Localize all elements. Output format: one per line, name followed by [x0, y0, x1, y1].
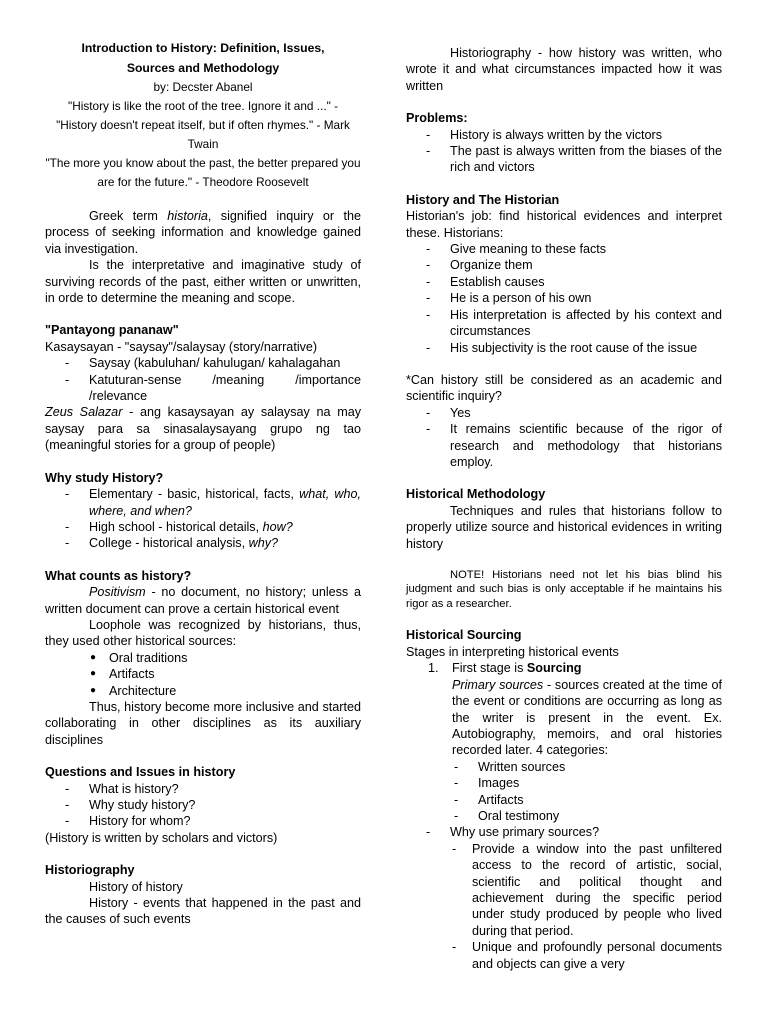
list-item: - Elementary - basic, historical, facts, what, who, where, and when? [45, 486, 361, 519]
pantayong-heading: "Pantayong pananaw" [45, 323, 179, 338]
historiography-heading: Historiography [45, 863, 135, 878]
list-item: - History for whom? [45, 813, 361, 829]
list-item: - Establish causes [406, 274, 722, 290]
list-item: - Why use primary sources? [406, 824, 722, 840]
list-item: - His subjectivity is the root cause of the issue [406, 340, 722, 356]
stages-list [406, 660, 722, 676]
list-item: ● Artifacts [45, 666, 361, 682]
historian-heading: History and The Historian [406, 192, 560, 207]
left-column [45, 38, 361, 928]
historian-list [406, 241, 722, 356]
stages-line: Stages in interpreting historical events [406, 644, 619, 659]
list-item: - Give meaning to these facts [406, 241, 722, 257]
intro-paragraph-1: Greek term historia, signified inquiry or the process of seeking information and knowledge gained via investigation. [45, 209, 361, 256]
list-item: - Provide a window into the past unfiltered access to the record of artistic, social, scientific and political thought and achievement during the specific period under study produced by people who lived during that period. [406, 841, 722, 939]
thus-paragraph: Thus, history become more inclusive and started collaborating in other disciplines as its auxiliary disciplines [45, 699, 361, 747]
list-item: 1. First stage is Sourcing [428, 661, 582, 676]
positivism-paragraph: Positivism - no document, no history; unless a written document can prove a certain historical event [45, 585, 361, 616]
questions-heading: Questions and Issues in history [45, 765, 236, 780]
list-item: - It remains scientific because of the rigor of research and methodology that historians employ. [406, 421, 722, 470]
right-column [406, 45, 722, 972]
problems-list [406, 127, 722, 176]
list-item: - History is always written by the victors [406, 127, 722, 143]
list-item: - College - historical analysis, why? [45, 535, 361, 551]
list-item: - What is history? [45, 781, 361, 797]
document-title [45, 38, 361, 78]
pantayong-list [45, 355, 361, 404]
why-study-list [45, 486, 361, 552]
list-item: - Katuturan-sense /meaning /importance /relevance [45, 372, 361, 405]
quote-1: "History is like the root of the tree. Ignore it and ..." - [68, 99, 338, 113]
counts-heading: What counts as history? [45, 568, 192, 583]
history-events-paragraph: History - events that happened in the past and the causes of such events [45, 896, 361, 927]
why-primary-reasons [406, 841, 722, 972]
list-item: - Yes [406, 405, 722, 421]
note-paragraph: NOTE! Historians need not let his bias blind his judgment and such bias is only acceptable if he maintains his rigor as a researcher. [406, 568, 722, 610]
list-item: - High school - historical details, how? [45, 519, 361, 535]
history-of-history: History of history [89, 879, 183, 894]
list-item: - Written sources [406, 759, 722, 775]
can-history-question: *Can history still be considered as an academic and scientific inquiry? [406, 372, 722, 404]
can-history-list [406, 405, 722, 471]
kasaysayan-line: Kasaysayan - "saysay"/salaysay (story/narrative) [45, 339, 318, 354]
list-item: - Unique and profoundly personal documents and objects can give a very [406, 939, 722, 972]
intro-paragraph-2: Is the interpretative and imaginative study of surviving records of the past, either written or unwritten, in orde to determine the meaning and scope. [45, 258, 361, 306]
methodology-definition: Techniques and rules that historians follow to properly utilize source and historical evidences in writing history [406, 503, 722, 551]
list-item: - The past is always written from the biases of the rich and victors [406, 143, 722, 176]
primary-sources-paragraph: Primary sources - sources created at the time of the event or conditions are occurring as long as the writer is present in the event. Ex. Autobiography, memoirs, and oral histories recorded later. 4 categories: [452, 677, 722, 758]
title-line-1: Introduction to History: Definition, Issues, [81, 41, 325, 55]
zeus-paragraph: Zeus Salazar - ang kasaysayan ay salaysay na may saysay para sa sinasalaysayang grupo ng tao (meaningful stories for a group of people) [45, 405, 361, 453]
list-item: - His interpretation is affected by his context and circumstances [406, 307, 722, 340]
questions-list [45, 781, 361, 830]
list-item: - Organize them [406, 257, 722, 273]
historian-job: Historian's job: find historical evidences and interpret these. Historians: [406, 209, 722, 240]
list-item: - Why study history? [45, 797, 361, 813]
quote-3: "The more you know about the past, the better prepared you are for the future." - Theodore Roosevelt [45, 156, 361, 189]
methodology-heading: Historical Methodology [406, 487, 546, 502]
loophole-paragraph: Loophole was recognized by historians, thus, they used other historical sources: [45, 617, 361, 649]
quote-2: "History doesn't repeat itself, but if often rhymes." - Mark Twain [56, 118, 350, 151]
historiography-definition: Historiography - how history was written, who wrote it and what circumstances impacted how it was written [406, 46, 722, 93]
list-item: - He is a person of his own [406, 290, 722, 306]
why-primary-list [406, 824, 722, 840]
list-item: - Saysay (kabuluhan/ kahulugan/ kahalagahan [45, 355, 361, 371]
sourcing-heading: Historical Sourcing [406, 628, 522, 643]
author-line: by: Decster Abanel [153, 80, 253, 94]
list-item: - Oral testimony [406, 808, 722, 824]
list-item: - Artifacts [406, 792, 722, 808]
why-study-heading: Why study History? [45, 470, 164, 485]
questions-note: (History is written by scholars and victors) [45, 830, 278, 845]
list-item: ● Oral traditions [45, 650, 361, 666]
title-line-2: Sources and Methodology [126, 61, 280, 75]
list-item: ● Architecture [45, 683, 361, 699]
problems-heading: Problems: [406, 111, 468, 126]
categories-list [406, 759, 722, 825]
list-item: - Images [406, 775, 722, 791]
sources-list [45, 650, 361, 699]
